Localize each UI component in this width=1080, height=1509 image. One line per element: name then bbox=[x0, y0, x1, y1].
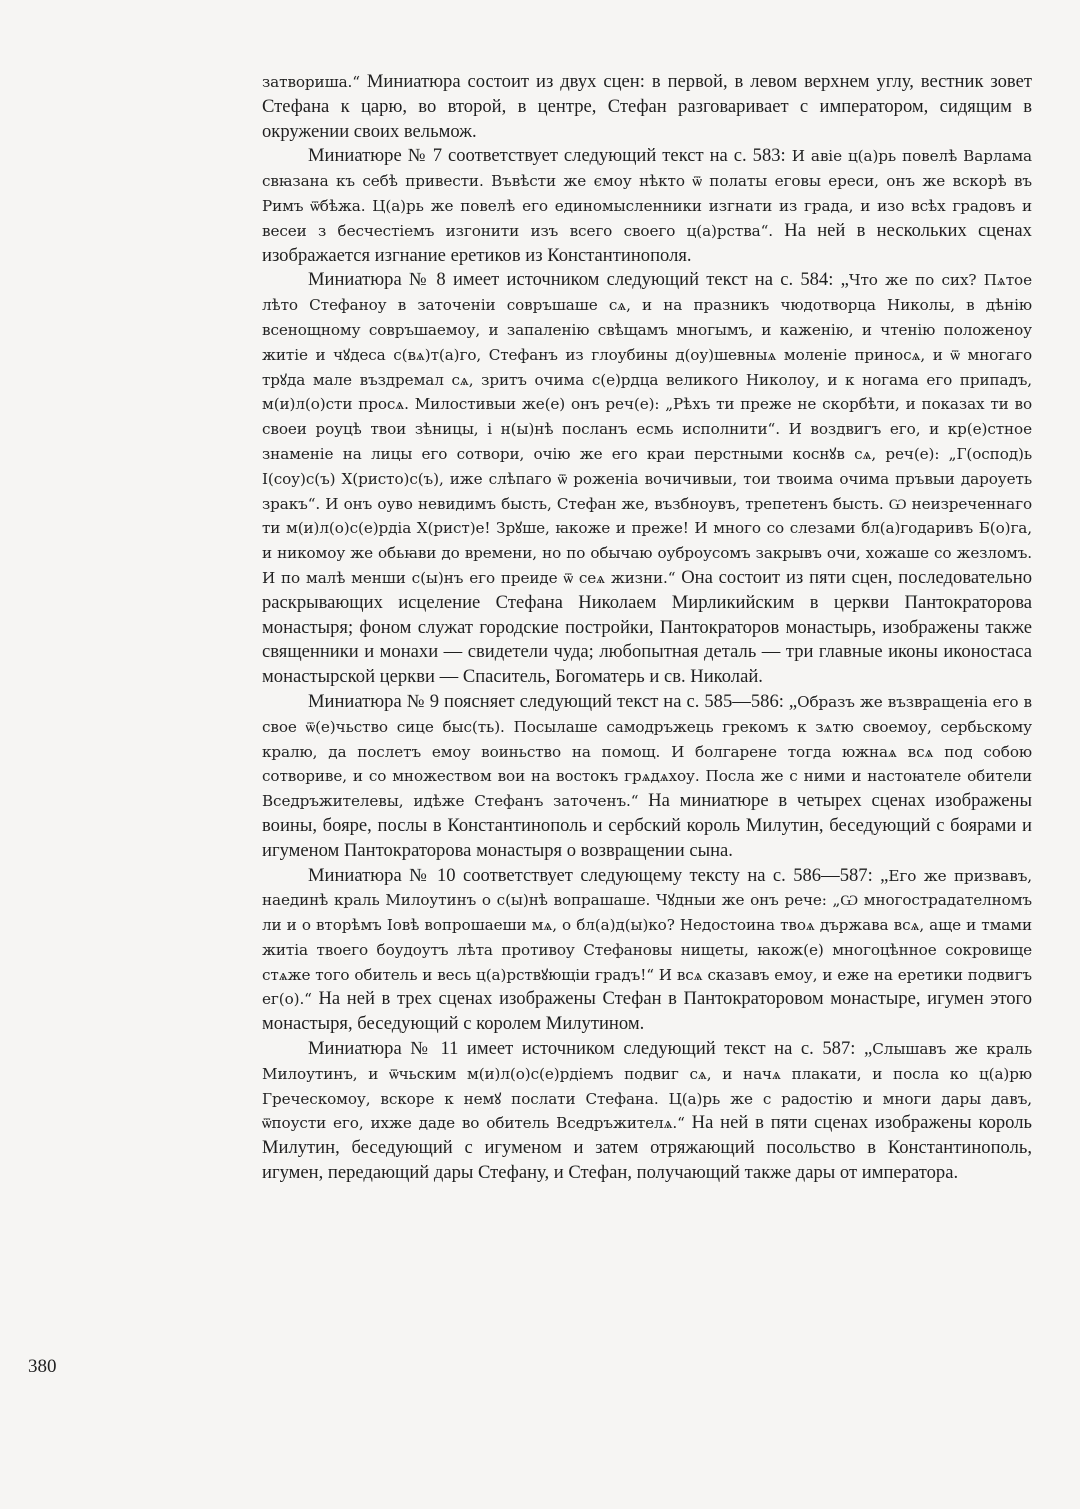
paragraph-3 bbox=[262, 268, 1032, 690]
paragraph-text: Миниатюра состоит из двух сцен: в первой, в левом верхнем углу, вестник зовет Стефана к царю, во второй, в центре, Стефан разговаривает с императором, сидящим в окружении своих вельмож. bbox=[262, 71, 1032, 142]
paragraph-text: Она состоит из пяти сцен, последовательно раскрывающих исцеление Стефана Николаем Мирликийским в церкви Пантократорова монастыря; фоном служат городские постройки, Пантократоров монастырь, изображены также священники и монахи — свидетели чуда; любопытная деталь — три главные иконы иконостаса монастырской церкви — Спаситель, Богоматерь и св. Николай. bbox=[262, 566, 1033, 688]
quote-old-slavonic: Что же по сих? Пѧтое лѣто Стефаноу в заточеніи совръшаше сѧ, и на празникъ чюдотворца Николы, в дѣнію всенощному совръшаемоу, и запаленію свѣщамъ многымъ, и каженію, и чтенію положеноу житіе и чꙋдеса с(вѧ)т(а)го, Стефанъ из глоубины д(оу)шевныѧ моленіе приносѧ, и ѿ многаго трꙋда мале въздремал сѧ, зритъ очима с(е)рдца великого Николоу, и к ногама его припадъ, м(и)л(о)сти просѧ. Милостивыи же(е) онъ реч(е): „Рѣхъ ти преже не скорбѣти, и показах ти во своеи роуцѣ твои зѣницы, і н(ы)нѣ посланъ есмь исполнити“. И воздвигъ его, и кр(е)стное знаменіе на лицы его сотвори, очію же его краи перстными коснꙋв сѧ, реч(е): „Г(оспод)ь І(соу)с(ъ) Х(ристо)с(ъ), иже слѣпаго ѿ роженіа вочичивыи, тои твоима очима пръвыи дароуеть зракъ“. И онъ оуво невидимъ бысть, Стефан же, възбноувъ, трепетенъ бысть. Ѡ неизреченнаго ти м(и)л(о)с(е)рдіа Х(рист)е! Зрꙋше, ꙗкоже и преже! И много со слезами бл(а)годаривъ Б(о)га, и никомоу же обьꙗви до времени, но по обычаю оуброусомъ закрывъ очи, хожаше со жезломъ. И по малѣ менши с(ы)нъ его преиде ѿ сеѧ жизни.“ bbox=[262, 271, 1032, 587]
paragraph-text: Миниатюра № 9 поясняет следующий текст на с. 585—586: „ bbox=[308, 690, 798, 712]
paragraph-2 bbox=[262, 144, 1032, 268]
quote-old-slavonic: Образъ же възвращеніа его в свое ѿ(е)чьство сице быс(ть). Посылаше самодръжець грекомъ к зѧтю своемоу, сербьскому кралю, да послетъ емоу воиньство на помощ. И болгарене тогда южнаѧ всѧ под собою сотвориве, и со множеством вои на востокъ грѧдѧхоу. Посла же с ними и настоꙗтеле обители Вседръжителевы, идѣже Стефанъ заточенъ.“ bbox=[262, 692, 1032, 811]
paragraph-5 bbox=[262, 864, 1032, 1038]
quote-old-slavonic: Слышавъ же краль Милоутинъ, и ѿчьским м(и)л(о)с(е)рдіемъ подвиг сѧ, и начѧ плакати, и посла ко ц(а)рю Греческомоу, вскоре к немꙋ послати Стефана. Ц(а)рь же с радостію и многи дары давъ, ѿпоусти его, ихже даде во обитель Вседръжителѧ.“ bbox=[262, 1040, 1033, 1133]
paragraph-text: На ней в нескольких сценах изображается изгнание еретиков из Константинополя. bbox=[262, 219, 1032, 266]
paragraph-4 bbox=[262, 690, 1032, 864]
paragraph-text: На ней в пяти сценах изображены король Милутин, беседующий с игуменом и затем отряжающий посольство в Константинополь, игумен, передающий дары Стефану, и Стефан, получающий также дары от императора. bbox=[262, 1112, 1032, 1184]
quote-old-slavonic: И авіе ц(а)рь повелѣ Варлама свꙗзана къ себѣ привести. Въвѣсти же ємоу нѣкто ѿ полаты еговы ереси, онъ же вскорѣ въ Римъ ѿбѣжа. Ц(а)рь же повелѣ его единомысленники изгнати из града, и изо всѣх градовъ и весеи з бесчестіемъ изгонити изъ всего своего ц(а)рства“. bbox=[262, 147, 1032, 240]
paragraph-text: Миниатюра № 10 соответствует следующему тексту на с. 586—587: „ bbox=[308, 864, 889, 886]
paragraph-text: На ней в трех сценах изображены Стефан в Пантократоровом монастыре, игумен этого монастыря, беседующий с королем Милутином. bbox=[262, 988, 1032, 1035]
paragraph-6 bbox=[262, 1037, 1032, 1186]
paragraph-text: Миниатюре № 7 соответствует следующий текст на с. 583: bbox=[308, 145, 792, 167]
paragraph-1 bbox=[262, 70, 1032, 144]
paragraph-text: На миниатюре в четырех сценах изображены воины, бояре, послы в Константинополь и сербский король Милутин, беседующий с боярами и игуменом Пантократорова монастыря о возвращении сына. bbox=[262, 790, 1032, 861]
page-number: 380 bbox=[28, 1356, 57, 1377]
paragraph-text: Миниатюра № 11 имеет источником следующий текст на с. 587: „ bbox=[308, 1038, 873, 1060]
quote-old-slavonic: Его же призвавъ, наединѣ краль Милоутинъ о с(ы)нѣ вопрашаше. Чꙋдныи же онъ рече: „Ѡ многострадателномъ ли и о вторѣмъ Іовѣ вопрошаеши мѧ, о бл(а)д(ы)ко? Недостоина твоѧ държава всѧ, аще и тмами житіа твоего боудоутъ лѣта противоу Стефановы нищеты, ꙗкож(е) многоцѣнное сокровище стѧже того обитель и весь ц(а)рствꙋющіи градъ!“ И всѧ сказавъ емоу, и еже на еретики подвигъ ег(о).“ bbox=[262, 866, 1032, 1009]
paragraph-text: Миниатюра № 8 имеет источником следующий текст на с. 584: „ bbox=[308, 269, 849, 291]
quote-old-slavonic: затвориша.“ bbox=[262, 73, 360, 91]
page-body bbox=[262, 70, 1032, 1186]
